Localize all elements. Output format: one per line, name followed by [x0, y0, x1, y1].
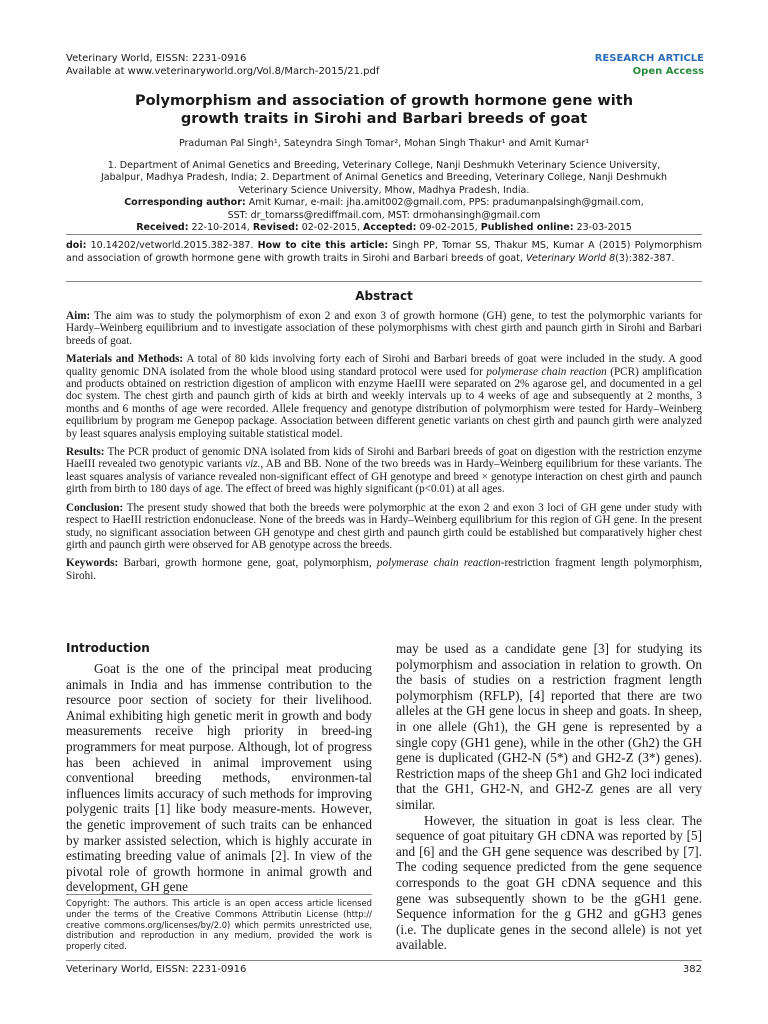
affiliation-line-2: Jabalpur, Madhya Pradesh, India; 2. Department of Animal Genetics and Breeding, Veterinary College, Nanji Deshmukh	[101, 172, 667, 184]
conclusion-label: Conclusion:	[66, 501, 124, 514]
revised-label: Revised:	[252, 222, 299, 234]
article-type-header	[595, 52, 704, 78]
corr-label: Corresponding author:	[124, 197, 246, 209]
accepted-date: 09-02-2015,	[416, 222, 481, 234]
abstract-results	[66, 446, 702, 496]
abstract-methods	[66, 353, 702, 440]
affiliation-line-3: Veterinary Science University, Mhow, Madhya Pradesh, India.	[238, 184, 530, 196]
title-line-1: Polymorphism and association of growth hormone gene with	[134, 93, 634, 109]
corresponding-author	[66, 197, 702, 209]
keywords-text-2: -restriction fragment length polymorphism, Sirohi.	[66, 557, 703, 582]
revised-date: 02-02-2015,	[298, 222, 363, 234]
affiliations	[66, 160, 702, 234]
affiliation-line-1: 1. Department of Animal Genetics and Breeding, Veterinary College, Nanji Deshmukh Veterinary Science University,	[107, 160, 661, 171]
results-label: Results:	[66, 446, 105, 459]
footer-divider	[66, 960, 702, 961]
corr-line-2: SST: dr_tomarss@rediffmail.com, MST: drmohansingh@gmail.com	[227, 209, 541, 221]
keywords-text-1: Barbari, growth hormone gene, goat, polymorphism,	[118, 557, 377, 570]
abstract-keywords	[66, 557, 702, 582]
published-date: 23-03-2015	[573, 222, 632, 234]
cite-pages: (3):382-387.	[615, 252, 675, 264]
divider-abstract	[66, 281, 702, 282]
keywords-label: Keywords:	[66, 557, 119, 570]
divider-top	[66, 234, 702, 235]
methods-text-1: A total of 80 kids involving forty each of Sirohi and Barbari breeds of goat were included in the study. A good quality genomic DNA isolated from the whole blood using standard protocol were used for	[66, 353, 702, 378]
page-number: 382	[682, 964, 702, 975]
intro-paragraph-1: Goat is the one of the principal meat producing animals in India and has immense contribution to the resource poor section of society for their livelihood. Animal exhibiting high genetic merit in growth and body measurements receive high priority in breed-ing programmers for meat purpose. Although, lot of progress has been achieved in animal improvement using conventional breeding methods, environmen-tal influences limits accuracy of such methods for improving polygenic traits [1] like body measure-ments. However, the genetic improvement of such traits can be enhanced by marker assisted selection, which is highly accurate in estimating breeding value of animals [2]. In view of the pivotal role of growth hormone in animal growth and development, GH gene	[66, 661, 372, 895]
corr-text: Amit Kumar, e-mail: jha.amit002@gmail.com, PPS: pradumanpalsingh@gmail.com,	[245, 197, 644, 209]
cite-journal: Veterinary World 8	[526, 252, 616, 264]
results-text-2: , AB and BB. None of the two breeds was in Hardy–Weinberg equilibrium for these variants. The least squares analysis of variance revealed non-significant effect of GH genotype and breed × genotype interaction on chest girth and paunch girth from birth to 180 days of age. The effect of breed was highly significant (p<0.01) at all ages.	[66, 458, 702, 496]
conclusion-text: The present study showed that both the breeds were polymorphic at the exon 2 and exon 3 loci of GH gene under study with respect to HaeIII restriction endonuclease. None of the breeds was in Hardy–Weinberg equilibrium for this region of GH gene. In the present study, no significant association between GH genotype and chest girth and paunch girth could be established but comparatively higher chest girth and paunch girth were observed for AB genotype across the breeds.	[66, 501, 702, 551]
aim-text: The aim was to study the polymorphism of exon 2 and exon 3 of growth hormone (GH) gene, to test the polymorphic variants for Hardy–Weinberg equilibrium and to investigate association of these polymorphisms with chest girth and paunch girth in Sirohi and Barbari breeds of goat.	[66, 310, 702, 347]
abstract-conclusion	[66, 502, 702, 552]
left-column	[66, 641, 372, 895]
doi-citation	[66, 240, 702, 265]
available-line: Available at www.veterinaryworld.org/Vol.8/March-2015/21.pdf	[66, 66, 380, 77]
introduction-heading: Introduction	[66, 641, 150, 655]
author-list: Praduman Pal Singh¹, Sateyndra Singh Tomar², Mohan Singh Thakur¹ and Amit Kumar¹	[178, 138, 590, 149]
methods-italic: polymerase chain reaction	[486, 365, 607, 378]
received-date: 22-10-2014,	[188, 222, 253, 234]
intro-paragraph-3: However, the situation in goat is less clear. The sequence of goat pituitary GH cDNA was reported by [5] and [6] and the GH gene sequence was described by [7]. The coding sequence predicted from the gene sequence corresponds to the goat GH cDNA sequence and this gene was subsequently shown to be the gGH1 gene. Sequence information for the g GH2 and gGH3 genes (i.e. The duplicate genes in the second allele) is not yet available.	[396, 812, 702, 953]
keywords-italic: polymerase chain reaction	[376, 557, 501, 570]
footer-journal: Veterinary World, EISSN: 2231-0916	[66, 964, 247, 975]
abstract-aim	[66, 310, 702, 347]
cite-text: Singh PP, Tomar SS, Thakur MS, Kumar A (2015) Polymorphism and association of growth hormone gene with growth traits in Sirohi and Barbari breeds of goat,	[66, 240, 702, 264]
cite-label: How to cite this article:	[257, 240, 389, 251]
article-type: RESEARCH ARTICLE	[594, 53, 704, 64]
title-line-2: growth traits in Sirohi and Barbari breeds of goat	[180, 111, 588, 127]
intro-paragraph-2: may be used as a candidate gene [3] for studying its polymorphism and association in relation to growth. On the basis of studies on a restriction fragment length polymorphism (RFLP), [4] reported that there are two alleles at the GH gene locus in sheep and goats. In sheep, in one allele (Gh1), the GH gene is represented by a single copy (GH1 gene), while in the other (Gh2) the GH gene is duplicated (GH2-N (5*) and GH2-Z (3*) genes). Restriction maps of the sheep Gh1 and Gh2 loci indicated that the GH1, GH2-N, and GH2-Z genes are all very similar.	[396, 641, 702, 812]
methods-label: Materials and Methods:	[66, 353, 184, 366]
received-label: Received:	[136, 222, 189, 234]
doi-value[interactable]: 10.14202/vetworld.2015.382-387.	[86, 240, 258, 251]
copyright-notice: Copyright: The authors. This article is an open access article licensed under the terms of the Creative Commons Attributin License (http:// creative commons.org/licenses/by/2.0) which permits unrestricted use, distribution and reproduction in any medium, provided the work is properly cited.	[66, 898, 372, 952]
doi-label: doi:	[66, 240, 87, 251]
accepted-label: Accepted:	[363, 222, 417, 234]
abstract-heading: Abstract	[355, 289, 413, 303]
journal-header	[66, 52, 379, 78]
aim-label: Aim:	[66, 310, 91, 322]
paper-title	[66, 92, 702, 128]
access-badge: Open Access	[632, 66, 704, 77]
results-text-1: The PCR product of genomic DNA isolated from kids of Sirohi and Barbari breeds of goat on digestion with the restriction enzyme HaeIII revealed two genotypic variants	[66, 446, 702, 471]
published-label: Published online:	[480, 222, 574, 234]
methods-text-2: (PCR) amplification and products obtained on restriction digestion of amplicon with enzyme HaeIII were separated on 2% agarose gel, and documented in a gel doc system. The chest girth and paunch girth of kids at birth and weekly intervals up to 4 weeks of age and subsequently at 2 months, 3 months and 6 months of age were recorded. Allele frequency and genotype distribution of polymorphism were tested for Hardy–Weinberg equilibrium by program me Genepop package. Association between different genetic variants on chest girth and paunch girth were analyzed by least squares analysis employing suitable statistical model.	[66, 365, 703, 440]
results-italic: viz.	[245, 458, 261, 471]
copyright-divider	[66, 894, 372, 895]
journal-line: Veterinary World, EISSN: 2231-0916	[66, 53, 247, 64]
right-column	[396, 641, 702, 953]
abstract-body	[66, 310, 702, 588]
dates-line	[66, 222, 702, 234]
